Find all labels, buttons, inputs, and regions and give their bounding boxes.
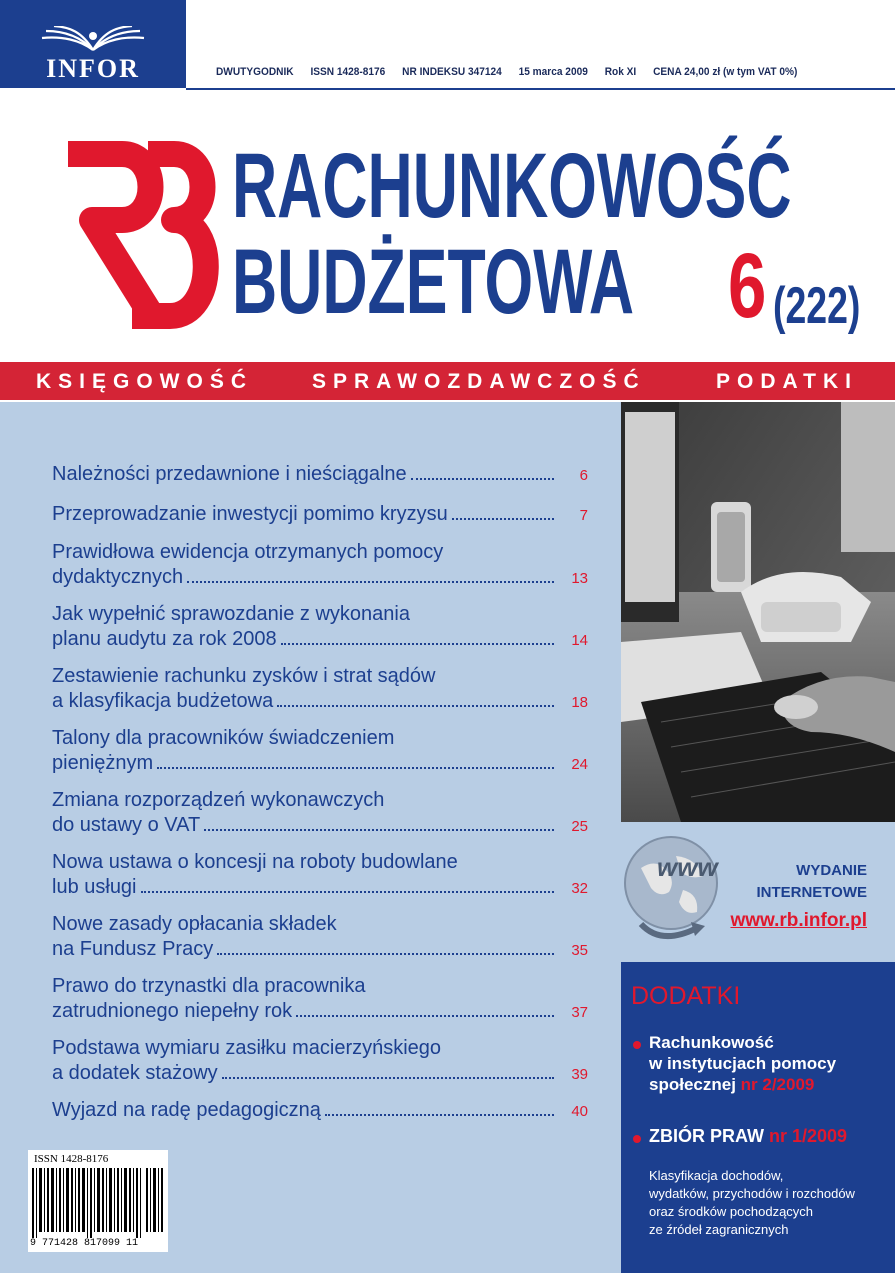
bullet-icon <box>633 1041 641 1049</box>
book-wings-icon <box>40 26 146 54</box>
www-graphic-text: www <box>657 852 718 882</box>
toc-page-number: 6 <box>579 467 588 484</box>
toc-page-number: 39 <box>571 1066 588 1083</box>
office-desk-photo <box>621 402 895 822</box>
section-bar <box>0 362 895 400</box>
globe-icon <box>611 828 731 948</box>
website-link[interactable]: www.rb.infor.pl <box>730 910 867 931</box>
toc-page-number: 7 <box>579 507 588 524</box>
toc-page-number: 24 <box>571 756 588 773</box>
toc-entry: Prawidłowa ewidencja otrzymanych pomocy dydaktycznych 13 <box>52 540 588 591</box>
toc-page-number: 35 <box>571 942 588 959</box>
toc-entry: Talony dla pracowników świadczeniem pieniężnym 24 <box>52 726 588 777</box>
publisher-name: INFOR <box>46 54 140 83</box>
section-podatki: PODATKI <box>716 370 858 393</box>
issue-total-number: (222) <box>773 277 861 335</box>
barcode-issn: ISSN 1428-8176 <box>34 1153 109 1165</box>
internet-edition-box <box>621 822 895 962</box>
barcode-bars-icon <box>28 1168 168 1238</box>
toc-page-number: 40 <box>571 1103 588 1120</box>
table-of-contents <box>0 402 621 1273</box>
infor-logo <box>0 0 186 88</box>
supplement-item-rachunkowosc: Rachunkowość w instytucjach pomocy społecznej nr 2/2009 <box>649 1033 837 1094</box>
section-ksiegowosc: KSIĘGOWOŚĆ <box>36 370 254 393</box>
supplement-description: Klasyfikacja dochodów, wydatków, przychodów i rozchodów oraz środków pochodzących ze źródeł zagranicznych <box>649 1168 855 1237</box>
issue-meta-line <box>186 66 895 90</box>
issue-meta-text: DWUTYGODNIK ISSN 1428-8176 NR INDEKSU 347124 15 marca 2009 Rok XI CENA 24,00 zł (w tym VAT 0%) <box>216 66 798 78</box>
toc-page-number: 14 <box>571 632 588 649</box>
toc-page-number: 18 <box>571 694 588 711</box>
toc-entry: Prawo do trzynastki dla pracownika zatrudnionego niepełny rok 37 <box>52 974 588 1025</box>
internet-edition-line1: WYDANIE <box>796 862 867 879</box>
toc-entry: Nowe zasady opłacania składek na Fundusz Pracy 35 <box>52 912 588 963</box>
toc-page-number: 37 <box>571 1004 588 1021</box>
supplements-box <box>621 962 895 1273</box>
toc-entry: Jak wypełnić sprawozdanie z wykonania planu audytu za rok 2008 14 <box>52 602 588 653</box>
toc-page-number: 25 <box>571 818 588 835</box>
barcode-digits: 9 771428 817099 11 <box>30 1238 139 1249</box>
barcode <box>28 1150 168 1252</box>
toc-entry: Zmiana rozporządzeń wykonawczych do ustawy o VAT 25 <box>52 788 588 839</box>
toc-entry: Nowa ustawa o koncesji na roboty budowlane lub usługi 32 <box>52 850 588 901</box>
toc-page-number: 13 <box>571 570 588 587</box>
toc-page-number: 32 <box>571 880 588 897</box>
internet-edition-line2: INTERNETOWE <box>756 884 867 901</box>
supplements-title: DODATKI <box>631 982 741 1010</box>
toc-entry: Zestawienie rachunku zysków i strat sądów a klasyfikacja budżetowa 18 <box>52 664 588 715</box>
toc-entry: Podstawa wymiaru zasiłku macierzyńskiego a dodatek stażowy 39 <box>52 1036 588 1087</box>
rb-logo-icon <box>52 140 228 330</box>
issue-number: 6 <box>728 235 767 337</box>
magazine-title-line1: RACHUNKOWOŚĆ <box>232 135 792 237</box>
toc-entry: Przeprowadzanie inwestycji pomimo kryzysu 7 <box>52 502 588 528</box>
toc-entry: Należności przedawnione i nieściągalne 6 <box>52 462 588 488</box>
supplement-item-zbior-praw: ZBIÓR PRAW nr 1/2009 <box>649 1126 848 1146</box>
magazine-title-line2: BUDŻETOWA <box>232 231 634 333</box>
section-sprawozdawczosc: SPRAWOZDAWCZOŚĆ <box>312 370 646 393</box>
toc-entry: Wyjazd na radę pedagogiczną 40 <box>52 1098 588 1124</box>
bullet-icon <box>633 1135 641 1143</box>
